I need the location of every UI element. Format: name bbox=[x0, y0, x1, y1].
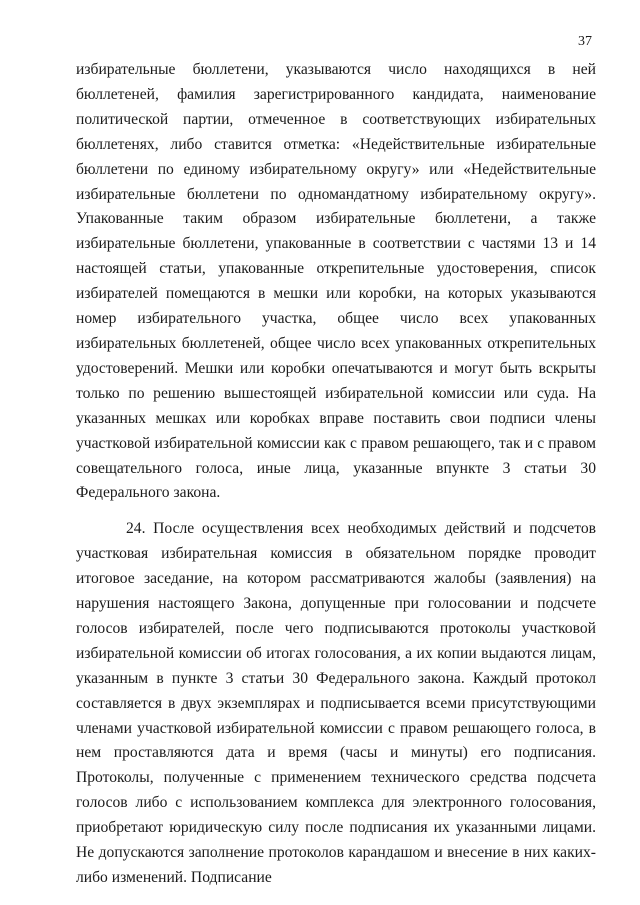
page-number: 37 bbox=[578, 34, 592, 49]
paragraph-continuation: избирательные бюллетени, указываются число находящихся в ней бюллетеней, фамилия зарегистрированного кандидата, наименование политической партии, отмеченное в соответствующих избирательных бюллетенях, либо ставится отметка: «Недействительные избирательные бюллетени по единому избирательному округу» или «Недействительные избирательные бюллетени по одномандатному избирательному округу». Упакованные таким образом избирательные бюллетени, а также избирательные бюллетени, упакованные в соответствии с частями 13 и 14 настоящей статьи, упакованные открепительные удостоверения, список избирателей помещаются в мешки или коробки, на которых указываются номер избирательного участка, общее число всех упакованных избирательных бюллетеней, общее число всех упакованных открепительных удостоверений. Мешки или коробки опечатываются и могут быть вскрыты только по решению вышестоящей избирательной комиссии или суда. На указанных мешках или коробках вправе поставить свои подписи члены участковой избирательной комиссии как с правом решающего, так и с правом совещательного голоса, иные лица, указанные впункте 3 статьи 30 Федерального закона. bbox=[76, 61, 596, 502]
document-body bbox=[76, 58, 596, 891]
paragraph-item-24: 24. После осуществления всех необходимых действий и подсчетов участковая избирательная комиссия в обязательном порядке проводит итоговое заседание, на котором рассматриваются жалобы (заявления) на нарушения настоящего Закона, допущенные при голосовании и подсчете голосов избирателей, после чего подписываются протоколы участковой избирательной комиссии об итогах голосования, а их копии выдаются лицам, указанным в пункте 3 статьи 30 Федерального закона. Каждый протокол составляется в двух экземплярах и подписывается всеми присутствующими членами участковой избирательной комиссии с правом решающего голоса, в нем проставляются дата и время (часы и минуты) его подписания. Протоколы, полученные с применением технического средства подсчета голосов либо с использованием комплекса для электронного голосования, приобретают юридическую силу после подписания их указанными лицами. Не допускаются заполнение протоколов карандашом и внесение в них каких-либо изменений. Подписание bbox=[76, 520, 596, 886]
